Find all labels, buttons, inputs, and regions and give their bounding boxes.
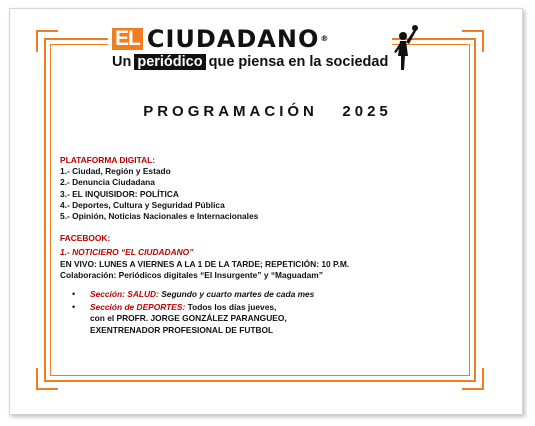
digital-item: 3.- EL INQUISIDOR: POLÍTICA (60, 188, 179, 199)
section-detail: EXENTRENADOR PROFESIONAL DE FUTBOL (90, 324, 274, 335)
schedule-content (60, 155, 460, 338)
tagline-pre: Un (112, 54, 132, 70)
facebook-heading: FACEBOOK: (60, 233, 111, 244)
list-item (72, 289, 460, 300)
frame-corner (36, 368, 58, 390)
section-label: Sección de DEPORTES: (90, 302, 186, 313)
logo-prefix: EL (112, 28, 143, 50)
live-schedule: EN VIVO: LUNES A VIERNES A LA 1 DE LA TARDE; REPETICIÓN: 10 P.M. (60, 258, 350, 269)
frame-corner (462, 30, 484, 52)
frame-corner (462, 368, 484, 390)
section-list (60, 289, 460, 336)
section-detail: con el PROFR. JORGE GONZÁLEZ PARANGUEO, (90, 313, 287, 324)
section-label: Sección: SALUD: (90, 289, 159, 300)
list-item (72, 302, 460, 336)
section-text: Todos los días jueves, (185, 302, 277, 313)
registered-mark: ® (320, 34, 330, 43)
digital-item: 1.- Ciudad, Región y Estado (60, 166, 171, 177)
logo-tagline (112, 53, 388, 71)
digital-heading: PLATAFORMA DIGITAL: (60, 155, 156, 165)
digital-item: 5.- Opinión, Noticias Nacionales e Internacionales (60, 211, 259, 222)
newscast-title: 1.- NOTICIERO “EL CIUDADANO” (60, 247, 194, 258)
raised-fist-figure-icon (386, 22, 422, 72)
newspaper-logo (108, 27, 392, 75)
section-text: Segundo y cuarto martes de cada mes (158, 289, 315, 300)
page-title: PROGRAMACIÓN 2025 (143, 103, 392, 120)
tagline-post: que piensa en la sociedad (208, 54, 389, 70)
tagline-highlight: periódico (134, 54, 205, 70)
bullet: • (72, 302, 76, 313)
frame-corner (36, 30, 58, 52)
digital-item: 4.- Deportes, Cultura y Seguridad Pública (60, 199, 225, 210)
logo-brand-name: CIUDADANO® (146, 25, 330, 53)
bullet: • (72, 289, 76, 300)
digital-item: 2.- Denuncia Ciudadana (60, 177, 155, 188)
collaboration: Colaboración: Periódicos digitales “El Insurgente” y “Maguadam” (60, 269, 323, 280)
